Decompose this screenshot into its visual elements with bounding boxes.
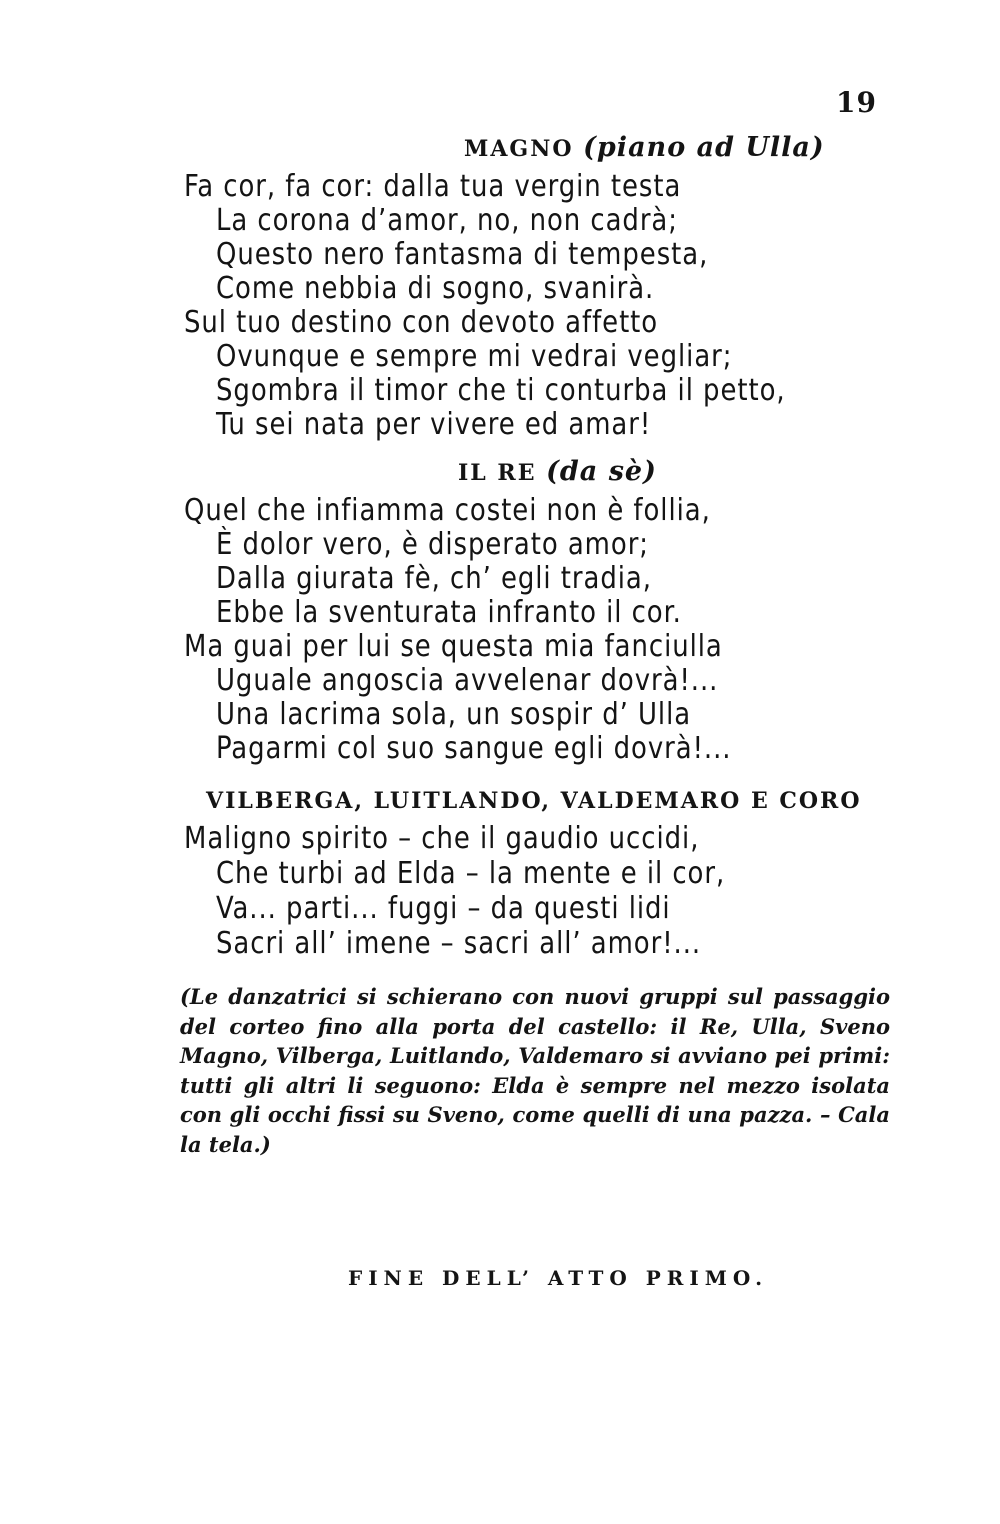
verse-line: Sacri all’ imene – sacri all’ amor!... bbox=[216, 926, 702, 961]
verse-line: Una lacrima sola, un sospir d’ Ulla bbox=[216, 697, 692, 732]
end-of-act: FINE DELL’ ATTO PRIMO. bbox=[348, 1266, 769, 1290]
verse-line: Va... parti... fuggi – da questi lidi bbox=[216, 891, 671, 926]
verse-line: Tu sei nata per vivere ed amar! bbox=[216, 407, 652, 442]
speaker-heading-magno bbox=[464, 132, 825, 163]
verse-line: Ebbe la sventurata infranto il cor. bbox=[216, 595, 682, 630]
verse-line: Ma guai per lui se questa mia fanciulla bbox=[184, 629, 723, 664]
verse-line: Ovunque e sempre mi vedrai vegliar; bbox=[216, 339, 733, 374]
verse-line: Sgombra il timor che ti conturba il petto, bbox=[216, 373, 786, 408]
verse-line: Come nebbia di sogno, svanirà. bbox=[216, 271, 655, 306]
verse-line: Uguale angoscia avvelenar dovrà!... bbox=[216, 663, 719, 698]
speaker-name: MAGNO bbox=[464, 136, 574, 162]
speaker-name: VILBERGA, LUITLANDO, VALDEMARO E CORO bbox=[206, 788, 862, 814]
speaker-name: IL RE bbox=[458, 460, 537, 486]
verse-line: Pagarmi col suo sangue egli dovrà!... bbox=[216, 731, 732, 766]
verse-line: Sul tuo destino con devoto affetto bbox=[184, 305, 659, 340]
verse-line: Questo nero fantasma di tempesta, bbox=[216, 237, 709, 272]
verse-line: Che turbi ad Elda – la mente e il cor, bbox=[216, 856, 726, 891]
verse-line: Dalla giurata fè, ch’ egli tradia, bbox=[216, 561, 652, 596]
stage-direction: (Le danzatrici si schierano con nuovi gruppi sul passaggio del corteo fino alla porta del castello: il Re, Ulla, Sveno Magno, Vilberga, Luitlando, Valdemaro si avviano pei primi: tutti gli altri li seguono: Elda è sempre nel mezzo isolata con gli occhi fissi su Sveno, come quelli di una pazza. – Cala la tela.) bbox=[180, 984, 890, 1157]
verse-line: Fa cor, fa cor: dalla tua vergin testa bbox=[184, 169, 682, 204]
verse-line: Quel che infiamma costei non è follia, bbox=[184, 493, 711, 528]
verse-line: La corona d’amor, no, non cadrà; bbox=[216, 203, 678, 238]
stage-cue: (da sè) bbox=[546, 456, 657, 487]
stage-cue: (piano ad Ulla) bbox=[583, 132, 825, 163]
page-number: 19 bbox=[836, 86, 877, 119]
speaker-heading-il-re bbox=[458, 456, 657, 487]
speaker-heading-chorus bbox=[206, 788, 862, 814]
verse-line: Maligno spirito – che il gaudio uccidi, bbox=[184, 821, 700, 856]
verse-line: È dolor vero, è disperato amor; bbox=[216, 527, 649, 562]
